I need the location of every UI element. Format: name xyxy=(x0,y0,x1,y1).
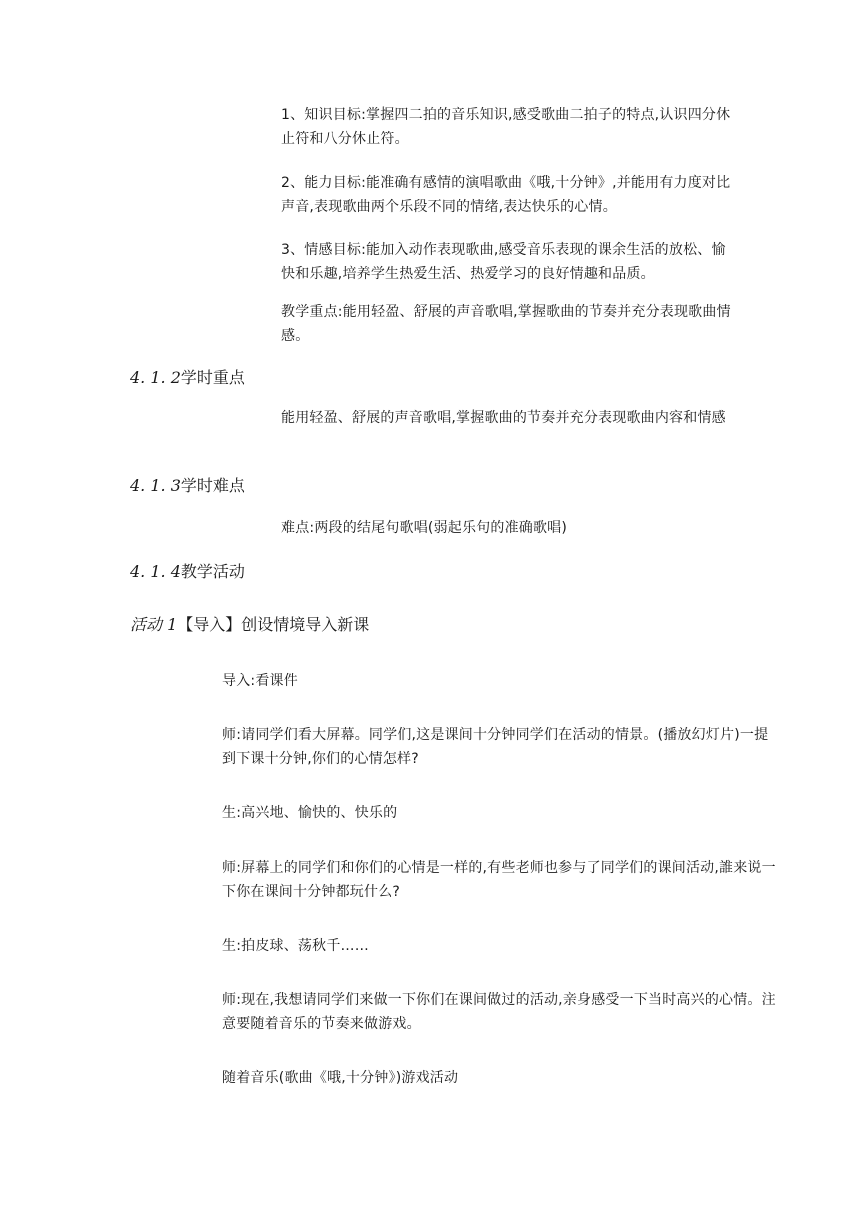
activity-line: 师:现在,我想请同学们来做一下你们在课间做过的活动,亲身感受一下当时高兴的心情。注意要随着音乐的节奏来做游戏。 xyxy=(222,992,776,1032)
activity-line: 生:拍皮球、荡秋千…… xyxy=(222,938,369,954)
knowledge-objective: 1、知识目标:掌握四二拍的音乐知识,感受歌曲二拍子的特点,认识四分休止符和八分休止符。 xyxy=(281,107,731,147)
section-heading-4-1-3 xyxy=(130,474,245,498)
section-number: 4. 1. 2 xyxy=(130,368,181,387)
section-body-4-1-2: 能用轻盈、舒展的声音歌唱,掌握歌曲的节奏并充分表现歌曲内容和情感 xyxy=(281,410,726,426)
section-number: 4. 1. 4 xyxy=(130,562,181,581)
activity-line: 师:屏幕上的同学们和你们的心情是一样的,有些老师也参与了同学们的课间活动,誰来说一下你在课间十分钟都玩什么? xyxy=(222,860,776,900)
section-number: 4. 1. 3 xyxy=(130,476,181,495)
activity-line: 导入:看课件 xyxy=(222,673,298,689)
section-title: 学时难点 xyxy=(180,476,245,495)
activity-number: 活动 1 xyxy=(130,615,178,634)
section-title: 学时重点 xyxy=(180,368,245,387)
ability-objective: 2、能力目标:能准确有感情的演唱歌曲《哦,十分钟》,并能用有力度对比声音,表现歌曲两个乐段不同的情绪,表达快乐的心情。 xyxy=(281,175,731,215)
section-body-4-1-3: 难点:两段的结尾句歌唱(弱起乐句的准确歌唱) xyxy=(281,520,568,536)
activity-heading xyxy=(130,613,369,637)
teaching-key-point: 教学重点:能用轻盈、舒展的声音歌唱,掌握歌曲的节奏并充分表现歌曲情感。 xyxy=(281,304,731,344)
activity-line: 师:请同学们看大屏幕。同学们,这是课间十分钟同学们在活动的情景。(播放幻灯片)一提到下课十分钟,你们的心情怎样? xyxy=(222,727,769,767)
activity-line: 随着音乐(歌曲《哦,十分钟》)游戏活动 xyxy=(222,1070,459,1086)
activity-line: 生:高兴地、愉快的、快乐的 xyxy=(222,805,398,821)
activity-title: 【导入】创设情境导入新课 xyxy=(177,615,370,634)
section-heading-4-1-4 xyxy=(130,560,245,584)
section-title: 教学活动 xyxy=(180,562,245,581)
emotion-objective: 3、情感目标:能加入动作表现歌曲,感受音乐表现的课余生活的放松、愉快和乐趣,培养学生热爱生活、热爱学习的良好情趣和品质。 xyxy=(281,242,726,282)
section-heading-4-1-2 xyxy=(130,366,245,390)
